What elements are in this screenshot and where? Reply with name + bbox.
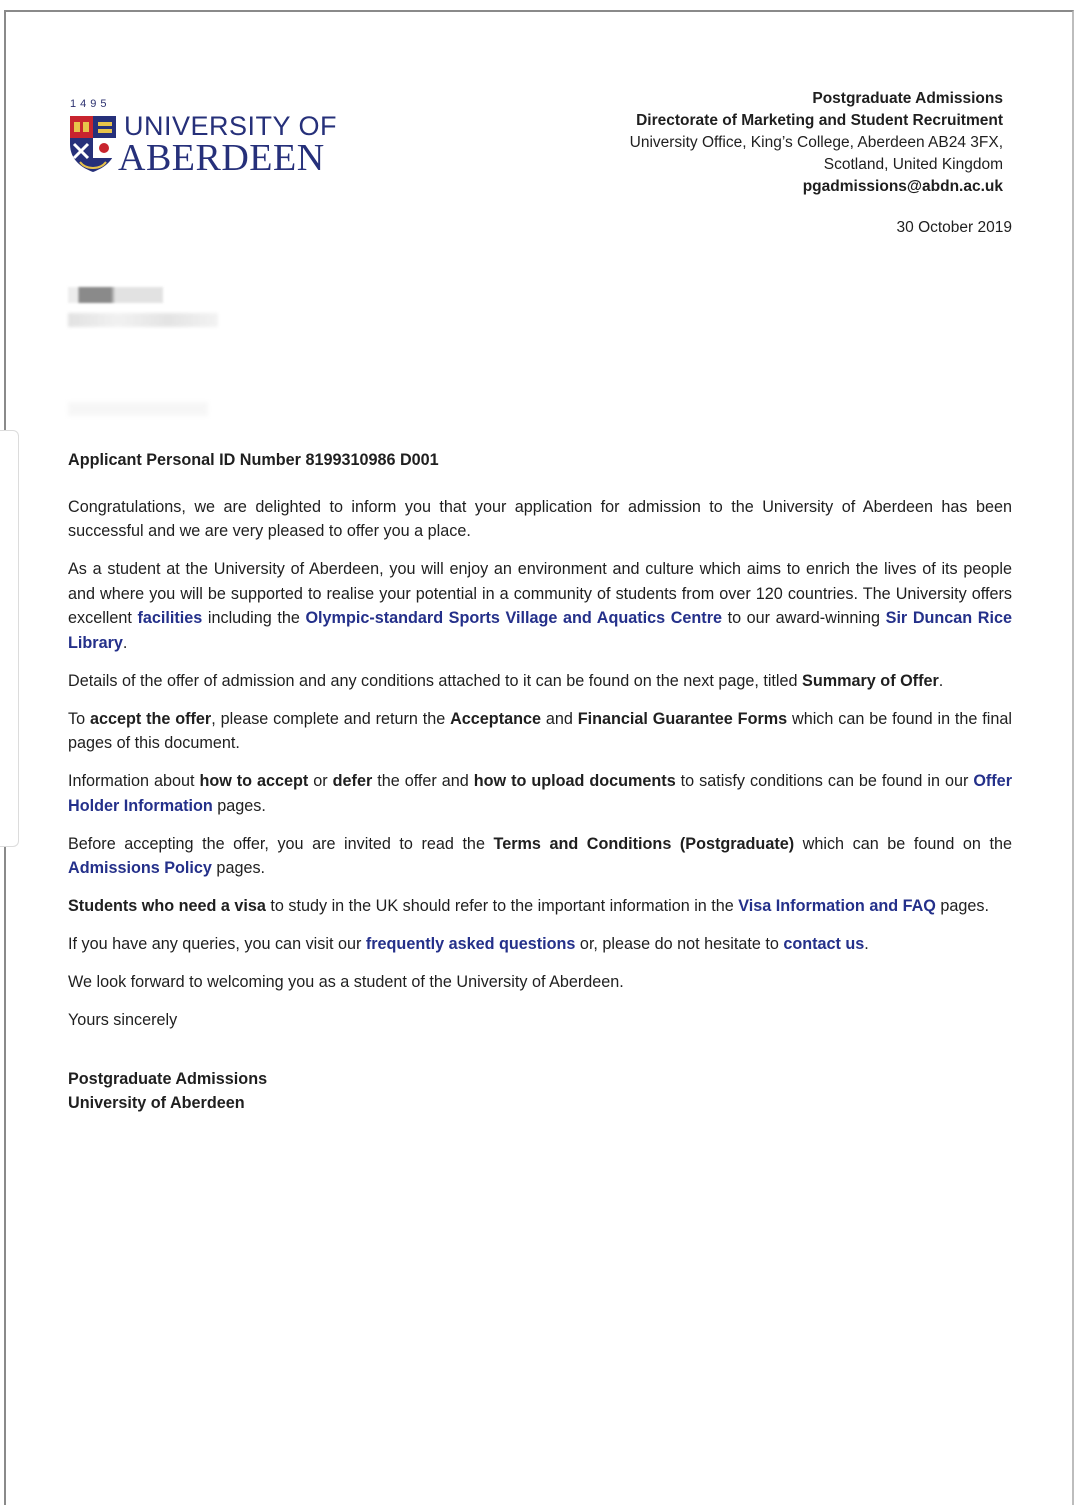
address-directorate: Directorate of Marketing and Student Recruitment <box>636 112 1003 129</box>
link-faq[interactable]: frequently asked questions <box>365 935 576 953</box>
address-department: Postgraduate Admissions <box>812 90 1003 107</box>
letter-date: 30 October 2019 <box>896 219 1012 236</box>
paragraph-queries <box>68 932 1012 957</box>
link-offer-holder-info[interactable]: Offer Holder Information <box>68 772 1012 815</box>
text-span: which can be found in the final pages of this document. <box>68 709 1012 752</box>
side-panel-tab[interactable] <box>0 430 19 847</box>
bold-how-to-accept: how to accept <box>199 772 309 790</box>
address-email[interactable]: pgadmissions@abdn.ac.uk <box>802 178 1003 195</box>
paragraph-student-life <box>68 557 1012 655</box>
signature-line1: Postgraduate Admissions <box>68 1069 268 1088</box>
bold-upload-documents: how to upload documents <box>473 772 676 790</box>
paragraph-visa <box>68 894 1012 919</box>
text-span: to our award-winning <box>722 609 886 627</box>
text-span: or <box>308 772 333 790</box>
paragraph-welcome: We look forward to welcoming you as a student of the University of Aberdeen. <box>68 973 624 991</box>
address-office: University Office, King’s College, Aberdeen AB24 3FX, <box>629 134 1003 151</box>
paragraph-how-to-accept <box>68 769 1012 818</box>
applicant-id: Applicant Personal ID Number 8199310986 D001 <box>68 451 439 469</box>
redacted-salutation <box>68 402 208 416</box>
text-span: including the <box>202 609 306 627</box>
university-logo <box>66 98 338 182</box>
bold-summary-of-offer: Summary of Offer <box>802 671 939 690</box>
text-span: If you have any queries, you can visit our <box>68 935 366 953</box>
text-span: to satisfy conditions can be found in our <box>675 772 974 790</box>
redacted-recipient-name <box>68 287 163 303</box>
text-span: pages. <box>211 859 266 877</box>
link-facilities[interactable]: facilities <box>137 609 203 627</box>
text-span: the offer and <box>372 772 474 790</box>
signature-block <box>68 1067 1012 1116</box>
text-span: which can be found on the <box>794 834 1012 853</box>
bold-financial-guarantee: Financial Guarantee Forms <box>577 709 788 728</box>
text-span: Details of the offer of admission and any conditions attached to it can be found on the next page, titled <box>68 671 803 690</box>
paragraph-accept-offer <box>68 707 1012 756</box>
paragraph-congratulations: Congratulations, we are delighted to inform you that your application for admission to the University of Aberdeen has been successful and we are very pleased to offer you a place. <box>68 497 1012 540</box>
text-span: pages. <box>212 796 266 815</box>
link-visa-info[interactable]: Visa Information and FAQ <box>738 897 936 915</box>
link-contact-us[interactable]: contact us <box>783 935 865 953</box>
closing-salutation: Yours sincerely <box>68 1011 178 1029</box>
text-span: , please complete and return the <box>211 709 451 728</box>
text-span: pages. <box>935 897 989 915</box>
text-span: to study in the UK should refer to the important information in the <box>265 897 739 915</box>
signature-line2: University of Aberdeen <box>68 1094 245 1112</box>
text-span: As a student at the University of Aberdeen, you will enjoy an environment and culture which aims to enrich the lives of its people and where you will be supported to realise your potential in a community of students from over 120 countries. The University offers excellent <box>68 560 1012 627</box>
bold-acceptance: Acceptance <box>450 709 541 728</box>
text-span: Before accepting the offer, you are invited to read the <box>68 834 494 853</box>
link-admissions-policy[interactable]: Admissions Policy <box>68 859 212 877</box>
text-span: . <box>122 633 128 652</box>
logo-text-line2: ABERDEEN <box>118 137 325 179</box>
sender-address <box>630 88 1003 198</box>
redacted-recipient-email <box>68 313 218 327</box>
text-span: Information about <box>68 772 200 790</box>
address-country: Scotland, United Kingdom <box>823 156 1003 173</box>
text-span: or, please do not hesitate to <box>575 935 784 953</box>
bold-defer: defer <box>332 772 373 790</box>
text-span: and <box>540 709 578 728</box>
crest-icon <box>68 114 118 174</box>
paragraph-offer-details <box>68 669 1012 694</box>
logo-year: 1495 <box>70 98 111 110</box>
logo-text-line1: UNIVERSITY OF <box>124 111 338 141</box>
text-span: To <box>68 709 90 728</box>
link-sports-village[interactable]: Olympic-standard Sports Village and Aquatics Centre <box>305 609 722 627</box>
bold-accept-offer: accept the offer <box>89 709 212 728</box>
bold-need-visa: Students who need a visa <box>68 897 266 915</box>
letter-body <box>68 448 1012 1116</box>
text-span: . <box>864 935 869 953</box>
paragraph-terms <box>68 832 1012 881</box>
text-span: . <box>938 671 944 690</box>
bold-terms-and-conditions: Terms and Conditions (Postgraduate) <box>493 834 795 853</box>
link-library[interactable]: Sir Duncan Rice Library <box>68 609 1012 652</box>
